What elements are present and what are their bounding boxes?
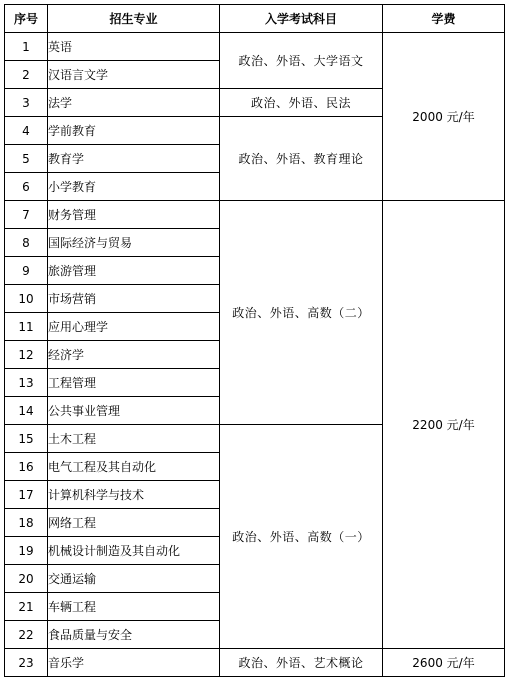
row-number: 12 <box>5 341 48 369</box>
tuition-fee-group: 2000 元/年 <box>383 33 505 201</box>
row-major: 工程管理 <box>48 369 220 397</box>
row-major: 英语 <box>48 33 220 61</box>
table-header-row <box>5 5 505 33</box>
row-major: 小学教育 <box>48 173 220 201</box>
row-major: 音乐学 <box>48 649 220 677</box>
row-number: 15 <box>5 425 48 453</box>
row-number: 10 <box>5 285 48 313</box>
row-major: 法学 <box>48 89 220 117</box>
row-major: 土木工程 <box>48 425 220 453</box>
row-major: 电气工程及其自动化 <box>48 453 220 481</box>
table-row <box>5 649 505 677</box>
row-major: 市场营销 <box>48 285 220 313</box>
row-major: 公共事业管理 <box>48 397 220 425</box>
row-major: 国际经济与贸易 <box>48 229 220 257</box>
exam-subjects-group: 政治、外语、教育理论 <box>220 117 383 201</box>
header-serial-number: 序号 <box>5 5 48 33</box>
row-number: 9 <box>5 257 48 285</box>
row-number: 13 <box>5 369 48 397</box>
table-row <box>5 33 505 61</box>
row-number: 14 <box>5 397 48 425</box>
row-major: 财务管理 <box>48 201 220 229</box>
row-number: 23 <box>5 649 48 677</box>
row-number: 6 <box>5 173 48 201</box>
row-number: 1 <box>5 33 48 61</box>
row-major: 经济学 <box>48 341 220 369</box>
row-number: 4 <box>5 117 48 145</box>
exam-subjects-group: 政治、外语、大学语文 <box>220 33 383 89</box>
row-major: 学前教育 <box>48 117 220 145</box>
row-number: 18 <box>5 509 48 537</box>
enrollment-table <box>4 4 505 677</box>
exam-subjects-group: 政治、外语、高数（二） <box>220 201 383 425</box>
row-number: 20 <box>5 565 48 593</box>
header-major: 招生专业 <box>48 5 220 33</box>
exam-subjects-group: 政治、外语、艺术概论 <box>220 649 383 677</box>
row-number: 16 <box>5 453 48 481</box>
row-major: 旅游管理 <box>48 257 220 285</box>
header-tuition-fee: 学费 <box>383 5 505 33</box>
exam-subjects-group: 政治、外语、高数（一） <box>220 425 383 649</box>
row-number: 17 <box>5 481 48 509</box>
row-number: 19 <box>5 537 48 565</box>
row-number: 5 <box>5 145 48 173</box>
row-major: 网络工程 <box>48 509 220 537</box>
tuition-fee-group: 2200 元/年 <box>383 201 505 649</box>
row-number: 22 <box>5 621 48 649</box>
row-major: 车辆工程 <box>48 593 220 621</box>
row-number: 3 <box>5 89 48 117</box>
exam-subjects-group: 政治、外语、民法 <box>220 89 383 117</box>
row-number: 21 <box>5 593 48 621</box>
row-major: 交通运输 <box>48 565 220 593</box>
row-number: 11 <box>5 313 48 341</box>
row-number: 2 <box>5 61 48 89</box>
header-exam-subjects: 入学考试科目 <box>220 5 383 33</box>
row-major: 计算机科学与技术 <box>48 481 220 509</box>
tuition-fee-group: 2600 元/年 <box>383 649 505 677</box>
row-major: 汉语言文学 <box>48 61 220 89</box>
row-major: 机械设计制造及其自动化 <box>48 537 220 565</box>
row-number: 7 <box>5 201 48 229</box>
row-major: 应用心理学 <box>48 313 220 341</box>
row-number: 8 <box>5 229 48 257</box>
row-major: 教育学 <box>48 145 220 173</box>
row-major: 食品质量与安全 <box>48 621 220 649</box>
table-row <box>5 201 505 229</box>
